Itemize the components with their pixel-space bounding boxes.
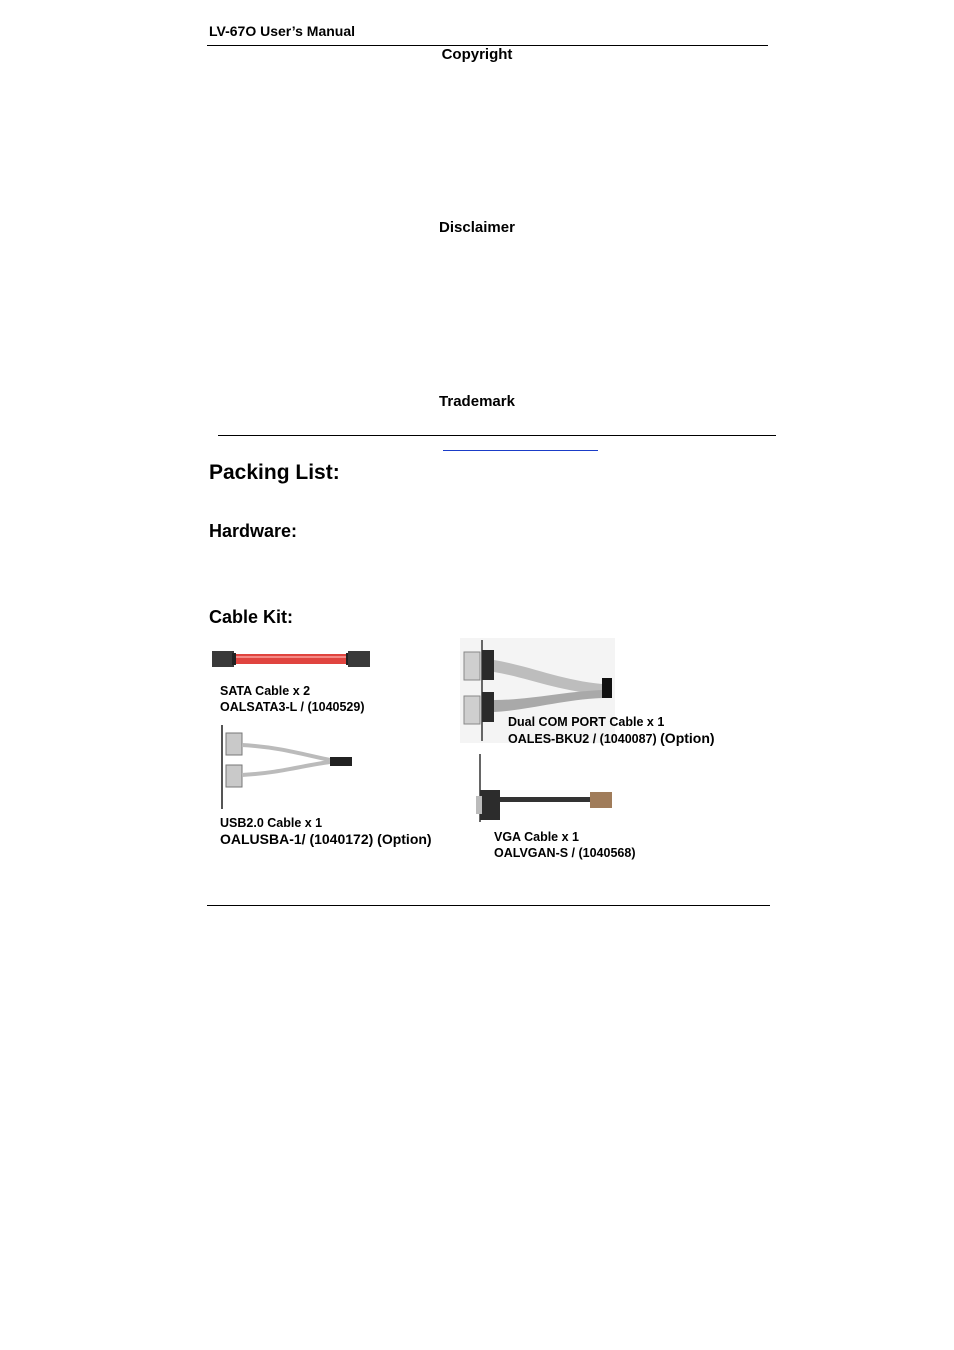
hyperlink-underline[interactable] <box>443 450 598 451</box>
vga-part-number: OALVGAN-S / (1040568) <box>494 846 636 860</box>
disclaimer-heading: Disclaimer <box>439 219 515 236</box>
sata-part-number: OALSATA3-L / (1040529) <box>220 700 365 714</box>
packing-list-heading: Packing List: <box>209 461 340 484</box>
vga-caption <box>494 829 635 861</box>
trademark-heading: Trademark <box>439 393 515 410</box>
usb-caption <box>220 815 432 847</box>
copyright-heading: Copyright <box>441 46 513 63</box>
trademark-divider <box>218 435 776 436</box>
footer-divider <box>207 905 770 906</box>
sata-caption <box>220 683 365 715</box>
com-name: Dual COM PORT Cable x 1 <box>508 715 665 729</box>
sata-cable-image <box>212 648 372 670</box>
com-part-code: OALES-BKU2 / (1040087) <box>508 732 661 746</box>
com-part-number <box>508 730 715 747</box>
manual-header-title: LV-67O User’s Manual <box>209 23 356 39</box>
com-option-label: (Option) <box>660 730 715 746</box>
sata-name: SATA Cable x 2 <box>220 684 311 698</box>
vga-cable-image <box>466 752 616 824</box>
cable-kit-heading: Cable Kit: <box>209 607 294 627</box>
usb-name: USB2.0 Cable x 1 <box>220 816 323 830</box>
usb-cable-image <box>220 723 360 811</box>
usb-part-number: OALUSBA-1/ (1040172) (Option) <box>220 831 432 847</box>
vga-name: VGA Cable x 1 <box>494 830 579 844</box>
hardware-heading: Hardware: <box>209 521 298 541</box>
com-caption <box>508 714 715 747</box>
